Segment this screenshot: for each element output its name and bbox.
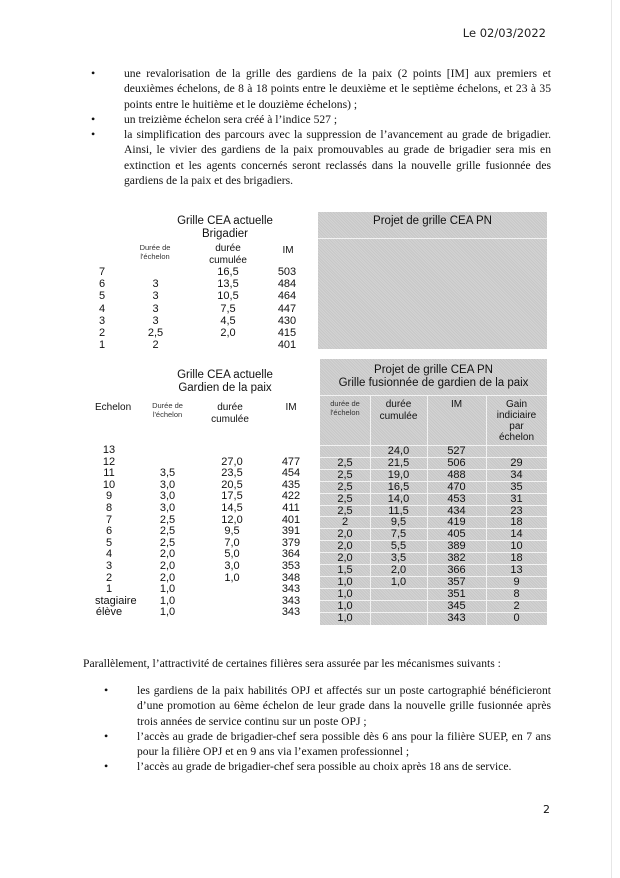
cell-duree-cumulee: 16,5 (217, 266, 239, 278)
cell-duree-echelon: 2,5 (337, 456, 353, 469)
table-row (95, 467, 310, 479)
table-row (95, 606, 310, 618)
cell-duree-cumulee: 14,5 (221, 502, 243, 514)
cell-duree-cumulee: 3,0 (224, 560, 240, 572)
table-row (95, 339, 310, 351)
cell-gain: 13 (510, 564, 523, 576)
cell-im: 391 (281, 525, 301, 538)
intro-bullet: • un treizième échelon sera créé à l’indice 527 ; (91, 112, 551, 127)
cell-echelon: 1 (98, 339, 106, 352)
header-text: durée (215, 243, 241, 254)
cell-echelon: 7 (98, 266, 106, 278)
cell-duree-cumulee: 2,0 (390, 564, 407, 576)
table-row (320, 600, 547, 612)
cell-duree-cumulee: 1,0 (390, 575, 407, 588)
header-duree-echelon (145, 401, 190, 419)
gardien-table-title (150, 369, 300, 395)
cell-im: 464 (277, 290, 297, 303)
header-duree-cumulee (370, 399, 427, 423)
cell-duree-cumulee: 20,5 (221, 478, 243, 491)
cell-duree-echelon: 2,5 (159, 536, 176, 549)
intro-bullet: • une revalorisation de la grille des gardiens de la paix (2 points [IM] aux premiers et deuxièmes échelons, de 8 à 18 points entre le deuxième et le septième échelons, et 23 à 35 points entre le huitième et le douzième échelons) ; (91, 66, 551, 112)
header-duree-cumulee (200, 402, 260, 426)
cell-duree-echelon: 3 (152, 278, 159, 291)
cell-im: 364 (281, 548, 301, 561)
cell-echelon: 10 (102, 478, 116, 491)
header-im: IM (450, 399, 463, 410)
cell-duree-echelon: 3,0 (159, 490, 176, 503)
cell-gain: 0 (513, 611, 520, 624)
title-line: Grille CEA actuelle (177, 369, 273, 381)
header-text: Durée de (139, 243, 171, 252)
cell-duree-echelon: 2 (152, 339, 159, 352)
header-text: durée (217, 402, 243, 413)
cell-echelon: 6 (98, 278, 106, 291)
cell-duree-echelon: 1,0 (159, 606, 176, 619)
header-text: l'échelon (152, 410, 183, 419)
table-row (95, 537, 310, 549)
cell-im: 477 (281, 455, 301, 468)
cell-gain: 29 (510, 456, 523, 469)
title-line: Gardien de la paix (178, 382, 272, 394)
table-row (95, 444, 310, 456)
cell-duree-cumulee: 7,0 (224, 536, 240, 549)
document-date: Le 02/03/2022 (462, 26, 546, 40)
cell-echelon: 9 (105, 490, 113, 503)
cell-im: 435 (281, 478, 301, 491)
cell-duree-cumulee: 16,5 (387, 480, 410, 493)
cell-im: 401 (277, 339, 297, 352)
cell-duree-echelon: 2,5 (159, 513, 176, 526)
cell-echelon: 5 (98, 290, 106, 303)
table-row (320, 457, 547, 469)
paragraph: Parallèlement, l’attractivité de certaines filières sera assurée par les mécanismes suivants : (83, 657, 501, 670)
table-row (320, 576, 547, 588)
cell-im: 343 (447, 611, 466, 624)
brigadier-table-title (150, 215, 300, 241)
header-text: indiciaire (496, 410, 537, 421)
projet-block-title: Projet de grille CEA PN (373, 215, 492, 227)
brigadier-table (95, 212, 310, 352)
cell-duree-echelon: 2,5 (337, 504, 353, 517)
cell-im: 343 (281, 583, 301, 596)
page-number: 2 (543, 803, 550, 816)
cell-duree-cumulee: 21,5 (387, 456, 410, 469)
table-row (95, 456, 310, 468)
cell-duree-echelon: 2,0 (337, 528, 353, 541)
cell-echelon: 1 (105, 583, 113, 596)
table-row (95, 278, 310, 290)
table-row (95, 290, 310, 302)
table-row (95, 583, 310, 595)
table-row (320, 528, 547, 540)
cell-duree-cumulee: 7,5 (390, 528, 407, 541)
table-row (95, 595, 310, 607)
cell-duree-echelon: 2,5 (147, 327, 164, 339)
table-row (95, 315, 310, 327)
cell-duree-cumulee: 24,0 (387, 445, 410, 457)
table-row (95, 327, 310, 339)
table-row (320, 588, 547, 600)
cell-im: 351 (447, 587, 466, 600)
table-row (320, 505, 547, 517)
gardien-table (95, 366, 310, 631)
cell-gain: 8 (513, 587, 520, 600)
cell-im: 484 (277, 278, 297, 291)
cell-im: 422 (281, 490, 301, 503)
scan-edge (611, 0, 612, 878)
cell-im: 527 (447, 445, 466, 457)
cell-im: 389 (447, 540, 466, 553)
cell-im: 453 (447, 492, 466, 505)
cell-im: 401 (281, 513, 301, 526)
table-row (95, 266, 310, 278)
cell-im: 357 (447, 575, 466, 588)
closing-bullet: • l’accès au grade de brigadier-chef sera possible au choix après 18 ans de service. (104, 759, 551, 774)
header-im: IM (285, 402, 297, 413)
title-line: Grille fusionnée de gardien de la paix (338, 377, 529, 389)
cell-duree-echelon: 2,5 (337, 480, 353, 493)
header-text: l'échelon (140, 252, 170, 261)
table-row (95, 479, 310, 491)
cell-echelon: 2 (105, 571, 113, 584)
table-row (95, 525, 310, 537)
cell-duree-echelon: 1,0 (337, 599, 353, 612)
cell-duree-echelon: 2,0 (337, 540, 353, 553)
projet-table-title (320, 364, 547, 390)
cell-duree-echelon: 1,5 (337, 564, 353, 576)
cell-gain: 18 (510, 552, 523, 565)
cell-gain: 23 (510, 504, 523, 517)
table-row (320, 493, 547, 505)
cell-im: 345 (447, 599, 466, 612)
cell-echelon: 11 (103, 467, 115, 480)
header-text: Durée de (152, 401, 183, 410)
intro-bullet: • la simplification des parcours avec la suppression de l’avancement au grade de brigadier. Ainsi, le vivier des gardiens de la paix promouvables au grade de brigadier sera mis en extinction et les agents concernés seront reclassés dans la nouvelle grille fusionnée des gardiens de la paix et des brigadiers. (91, 127, 551, 188)
header-text: cumulée (379, 411, 418, 422)
cell-im: 415 (277, 327, 297, 339)
title-line: Brigadier (201, 228, 249, 240)
cell-duree-echelon: 1,0 (159, 583, 176, 596)
table-row (95, 548, 310, 560)
cell-im: 366 (447, 564, 466, 576)
header-text: Gain (505, 399, 528, 410)
cell-duree-cumulee: 3,5 (390, 552, 407, 565)
cell-echelon: 2 (98, 327, 106, 339)
table-row (95, 572, 310, 584)
cell-im: 470 (447, 480, 466, 493)
cell-im: 503 (277, 266, 297, 278)
header-text: cumulée (211, 414, 249, 425)
cell-im: 419 (447, 516, 466, 529)
cell-duree-echelon: 1,0 (337, 575, 353, 588)
cell-duree-cumulee: 1,0 (224, 571, 240, 584)
cell-duree-echelon: 3,0 (159, 478, 176, 491)
cell-echelon: 5 (105, 536, 113, 549)
cell-im: 488 (447, 468, 466, 481)
header-text: échelon (498, 432, 535, 443)
divider (320, 395, 547, 396)
cell-gain: 9 (513, 575, 520, 588)
header-text: l'échelon (330, 408, 360, 417)
header-text: durée (385, 399, 412, 410)
cell-duree-cumulee: 14,0 (387, 492, 410, 505)
cell-gain: 34 (510, 468, 523, 481)
cell-im: 405 (447, 528, 466, 541)
table-row (320, 481, 547, 493)
title-line: Grille CEA actuelle (177, 215, 273, 227)
cell-duree-cumulee: 11,5 (388, 504, 409, 517)
cell-duree-echelon: 3,0 (159, 502, 176, 514)
cell-im: 447 (277, 302, 297, 315)
cell-duree-cumulee: 19,0 (387, 468, 410, 481)
table-row (320, 469, 547, 481)
header-echelon: Echelon (95, 402, 132, 413)
cell-im: 382 (447, 552, 466, 565)
cell-duree-echelon: 3,5 (159, 467, 176, 480)
cell-duree-echelon: 2 (341, 516, 349, 529)
cell-duree-echelon: 3 (152, 302, 159, 315)
cell-duree-echelon: 2,5 (337, 492, 353, 505)
cell-im: 343 (281, 594, 301, 607)
cell-duree-cumulee: 27,0 (221, 455, 243, 468)
cell-im: 411 (282, 502, 300, 514)
cell-duree-cumulee: 2,0 (220, 327, 236, 339)
cell-duree-echelon: 2,0 (159, 571, 176, 584)
projet-block-top (318, 212, 547, 349)
cell-echelon: 13 (102, 444, 116, 456)
table-row (320, 516, 547, 528)
cell-duree-echelon: 2,5 (337, 468, 353, 481)
cell-echelon: élève (95, 606, 123, 619)
cell-gain: 35 (510, 480, 523, 493)
header-duree-echelon (320, 399, 370, 417)
table-row (95, 514, 310, 526)
cell-gain: 14 (510, 528, 523, 541)
table-row (320, 612, 547, 624)
cell-echelon: 4 (98, 302, 106, 315)
cell-duree-echelon: 2,0 (159, 548, 176, 561)
cell-echelon: 3 (105, 560, 113, 572)
cell-duree-cumulee: 13,5 (217, 278, 239, 291)
cell-duree-cumulee: 9,5 (224, 525, 240, 538)
header-gain (486, 399, 547, 443)
cell-duree-cumulee: 7,5 (220, 302, 236, 315)
projet-table (320, 359, 547, 625)
table-row (320, 564, 547, 576)
cell-duree-echelon: 3 (152, 314, 159, 327)
table-row (95, 490, 310, 502)
cell-echelon: 4 (105, 548, 113, 561)
cell-im: 454 (281, 467, 301, 480)
cell-gain: 31 (510, 492, 523, 505)
cell-echelon: 3 (98, 314, 106, 327)
header-text: durée de (330, 399, 360, 408)
cell-duree-echelon: 1,0 (337, 611, 353, 624)
cell-im: 506 (447, 456, 466, 469)
cell-duree-echelon: 2,0 (337, 552, 353, 565)
cell-echelon: stagiaire (95, 594, 137, 607)
closing-bullet: • les gardiens de la paix habilités OPJ et affectés sur un poste cartographié bénéficieront d’une promotion au 6ème échelon de leur grade dans la nouvelle grille fusionnée après trois années de service continu sur un poste OPJ ; (104, 683, 551, 729)
header-duree-cumulee (198, 243, 258, 267)
divider (318, 238, 547, 239)
title-line: Projet de grille CEA PN (374, 364, 493, 376)
table-row (320, 540, 547, 552)
cell-duree-echelon: 1,0 (159, 594, 176, 607)
cell-duree-cumulee: 9,5 (390, 516, 407, 529)
cell-duree-cumulee: 5,5 (390, 540, 407, 553)
cell-im: 353 (281, 560, 301, 572)
cell-echelon: 6 (105, 525, 113, 538)
cell-im: 343 (281, 606, 301, 619)
cell-duree-cumulee: 4,5 (220, 314, 236, 327)
cell-duree-cumulee: 5,0 (224, 548, 240, 561)
cell-duree-cumulee: 23,5 (221, 467, 243, 480)
cell-duree-cumulee: 12,0 (221, 513, 243, 526)
table-row (95, 502, 310, 514)
cell-im: 430 (277, 314, 297, 327)
closing-bullet-list (104, 683, 551, 775)
cell-im: 348 (281, 571, 301, 584)
cell-echelon: 8 (105, 502, 113, 514)
header-text: par (509, 421, 524, 432)
cell-duree-cumulee: 17,5 (221, 490, 243, 503)
table-row (320, 552, 547, 564)
cell-im: 434 (447, 504, 466, 517)
cell-im: 379 (281, 536, 301, 549)
header-duree-echelon (130, 243, 180, 261)
header-im: IM (282, 245, 294, 256)
intro-bullet-list (91, 66, 551, 188)
cell-duree-echelon: 3 (152, 290, 159, 303)
cell-gain: 18 (510, 516, 523, 529)
cell-duree-echelon: 1,0 (337, 587, 353, 600)
cell-gain: 10 (510, 540, 523, 553)
cell-echelon: 7 (105, 513, 113, 526)
table-row (95, 560, 310, 572)
cell-duree-cumulee: 10,5 (217, 290, 239, 303)
cell-duree-echelon: 2,5 (159, 525, 176, 538)
table-row (320, 445, 547, 457)
header-text: cumulée (209, 255, 247, 266)
cell-echelon: 12 (102, 455, 116, 468)
cell-gain: 2 (513, 599, 520, 612)
closing-bullet: • l’accès au grade de brigadier-chef sera possible dès 6 ans pour la filière SUEP, en 7 ans pour la filière OPJ et en 9 ans via l’examen professionnel ; (104, 729, 551, 760)
table-row (95, 303, 310, 315)
cell-duree-echelon: 2,0 (159, 560, 176, 572)
